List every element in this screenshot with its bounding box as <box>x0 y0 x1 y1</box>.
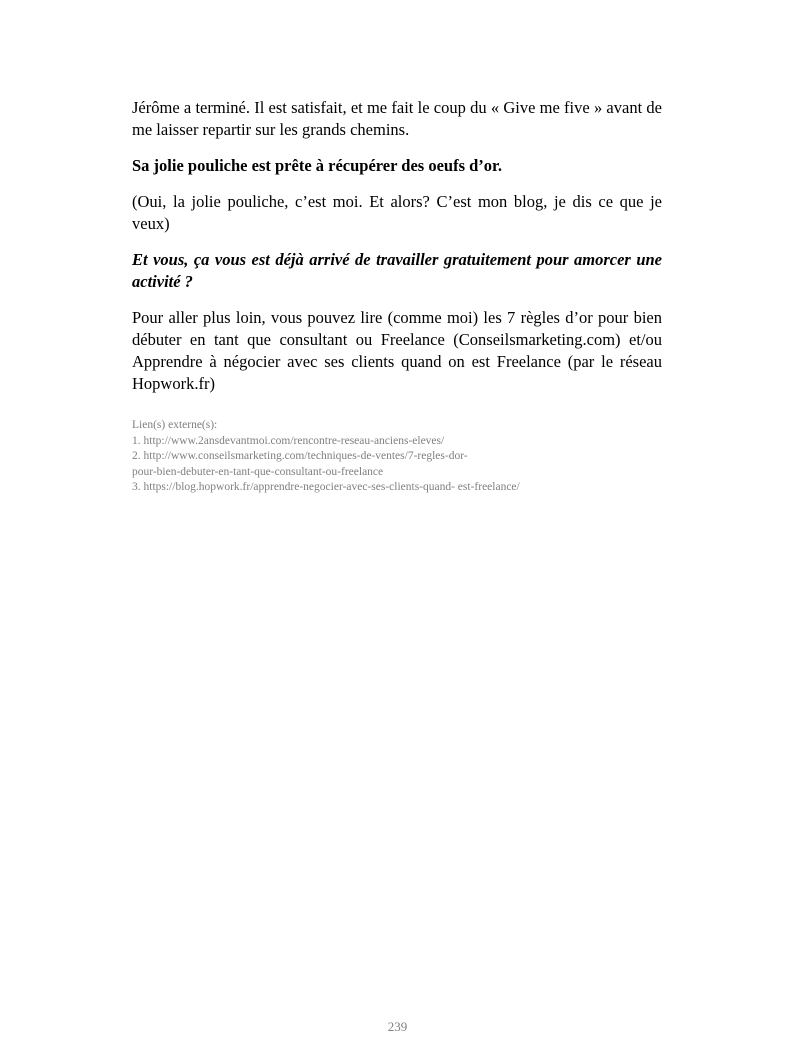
page-content <box>132 97 662 496</box>
body-paragraph: Jérôme a terminé. Il est satisfait, et me fait le coup du « Give me five » avant de me laisser repartir sur les grands chemins. <box>132 98 662 139</box>
reader-question: Et vous, ça vous est déjà arrivé de travailler gratuitement pour amorcer une activité ? <box>132 250 662 291</box>
external-link[interactable]: 2. http://www.conseilsmarketing.com/techniques-de-ventes/7-regles-dor- <box>132 450 468 462</box>
body-paragraph: Pour aller plus loin, vous pouvez lire (comme moi) les 7 règles d’or pour bien débuter en tant que consultant ou Freelance (Conseilsmarketing.com) et/ou Apprendre à négocier avec ses clients quand on est Freelance (par le réseau Hopwork.fr) <box>132 308 662 393</box>
external-links <box>132 418 662 496</box>
external-link[interactable]: 1. http://www.2ansdevantmoi.com/rencontre-reseau-anciens-eleves/ <box>132 434 445 447</box>
body-paragraph: (Oui, la jolie pouliche, c’est moi. Et alors? C’est mon blog, je dis ce que je veux) <box>132 192 662 233</box>
external-link[interactable]: 3. https://blog.hopwork.fr/apprendre-negocier-avec-ses-clients-quand- est-freelance/ <box>132 481 520 493</box>
bold-statement: Sa jolie pouliche est prête à récupérer des oeufs d’or. <box>132 156 502 175</box>
external-link-continuation[interactable]: pour-bien-debuter-en-tant-que-consultant-ou-freelance <box>132 465 384 478</box>
page-number: 239 <box>387 1019 408 1034</box>
external-links-heading: Lien(s) externe(s): <box>132 419 218 431</box>
